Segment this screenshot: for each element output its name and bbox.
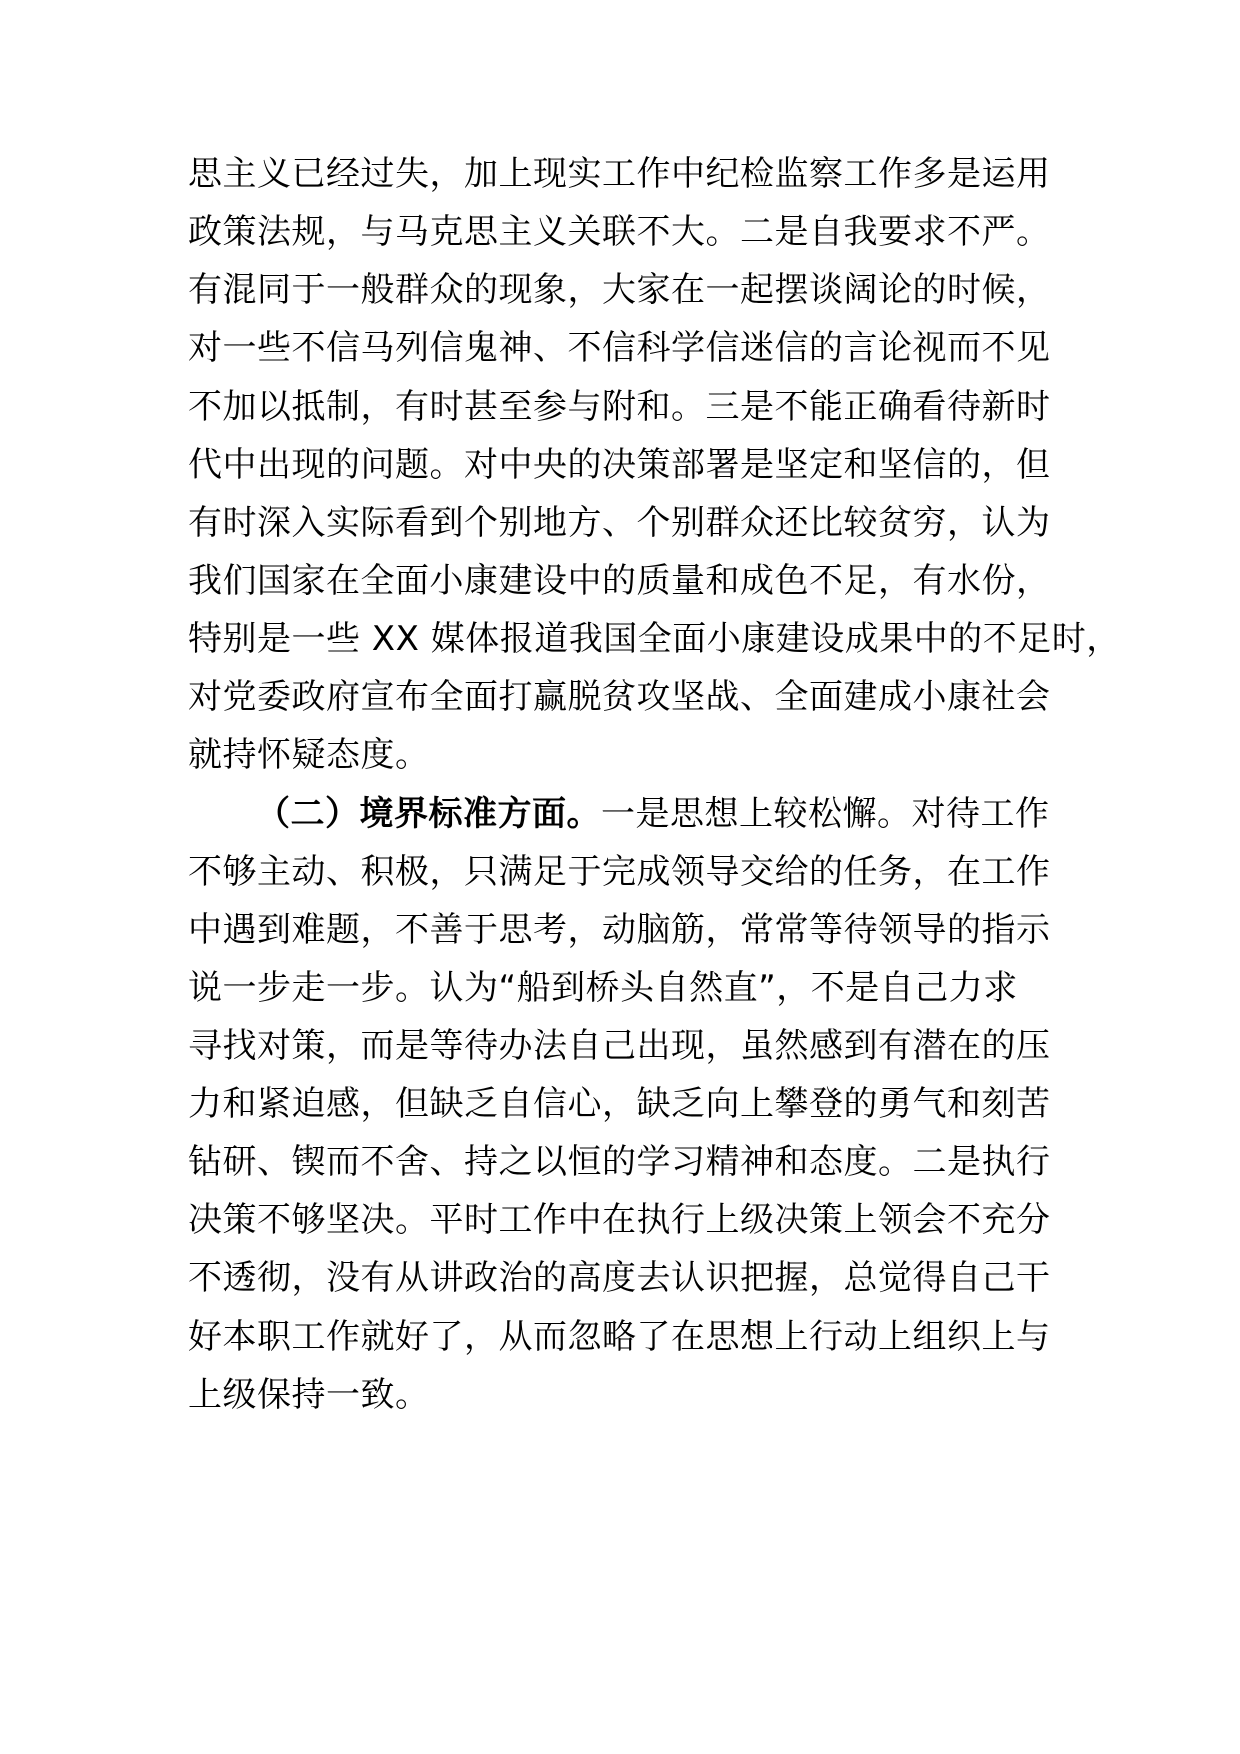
paragraph-line: 对党委政府宣布全面打赢脱贫攻坚战、全面建成小康社会 (188, 677, 1051, 717)
paragraph-line: 力和紧迫感，但缺乏自信心，缺乏向上攀登的勇气和刻苦 (188, 1084, 1051, 1124)
section-heading: （二）境界标准方面。 (256, 794, 601, 834)
paragraph-line: 钻研、锲而不舍、持之以恒的学习精神和态度。二是执行 (188, 1142, 1051, 1182)
paragraph-line: 上级保持一致。 (188, 1375, 430, 1415)
paragraph-line: 我们国家在全面小康建设中的质量和成色不足，有水份， (188, 561, 1051, 601)
paragraph-line: 政策法规，与马克思主义关联不大。二是自我要求不严。 (188, 212, 1051, 252)
paragraph-line: 不够主动、积极，只满足于完成领导交给的任务，在工作 (188, 852, 1051, 892)
section-heading-line (256, 782, 1088, 846)
paragraph-line: 特别是一些 XX 媒体报道我国全面小康建设成果中的不足时， (188, 619, 1121, 659)
paragraph-line: 好本职工作就好了，从而忽略了在思想上行动上组织上与 (188, 1317, 1051, 1357)
paragraph-line: 就持怀疑态度。 (188, 735, 430, 775)
section-heading-rest: 一是思想上较松懈。对待工作 (601, 794, 1050, 834)
paragraph-line: 有时深入实际看到个别地方、个别群众还比较贫穷，认为 (188, 503, 1051, 543)
paragraph-line: 思主义已经过失，加上现实工作中纪检监察工作多是运用 (188, 154, 1051, 194)
paragraph-line: 说一步走一步。认为“船到桥头自然直”，不是自己力求 (188, 968, 1018, 1008)
paragraph-line: 中遇到难题，不善于思考，动脑筋，常常等待领导的指示 (188, 910, 1051, 950)
paragraph-line: 对一些不信马列信鬼神、不信科学信迷信的言论视而不见 (188, 328, 1051, 368)
paragraph-line: 寻找对策，而是等待办法自己出现，虽然感到有潜在的压 (188, 1026, 1051, 1066)
paragraph-line: 不加以抵制，有时甚至参与附和。三是不能正确看待新时 (188, 387, 1051, 427)
paragraph-line: 有混同于一般群众的现象，大家在一起摆谈阔论的时候， (188, 270, 1051, 310)
paragraph-line: 决策不够坚决。平时工作中在执行上级决策上领会不充分 (188, 1200, 1051, 1240)
paragraph-line: 不透彻，没有从讲政治的高度去认识把握，总觉得自己干 (188, 1258, 1051, 1298)
paragraph-line: 代中出现的问题。对中央的决策部署是坚定和坚信的，但 (188, 445, 1051, 485)
